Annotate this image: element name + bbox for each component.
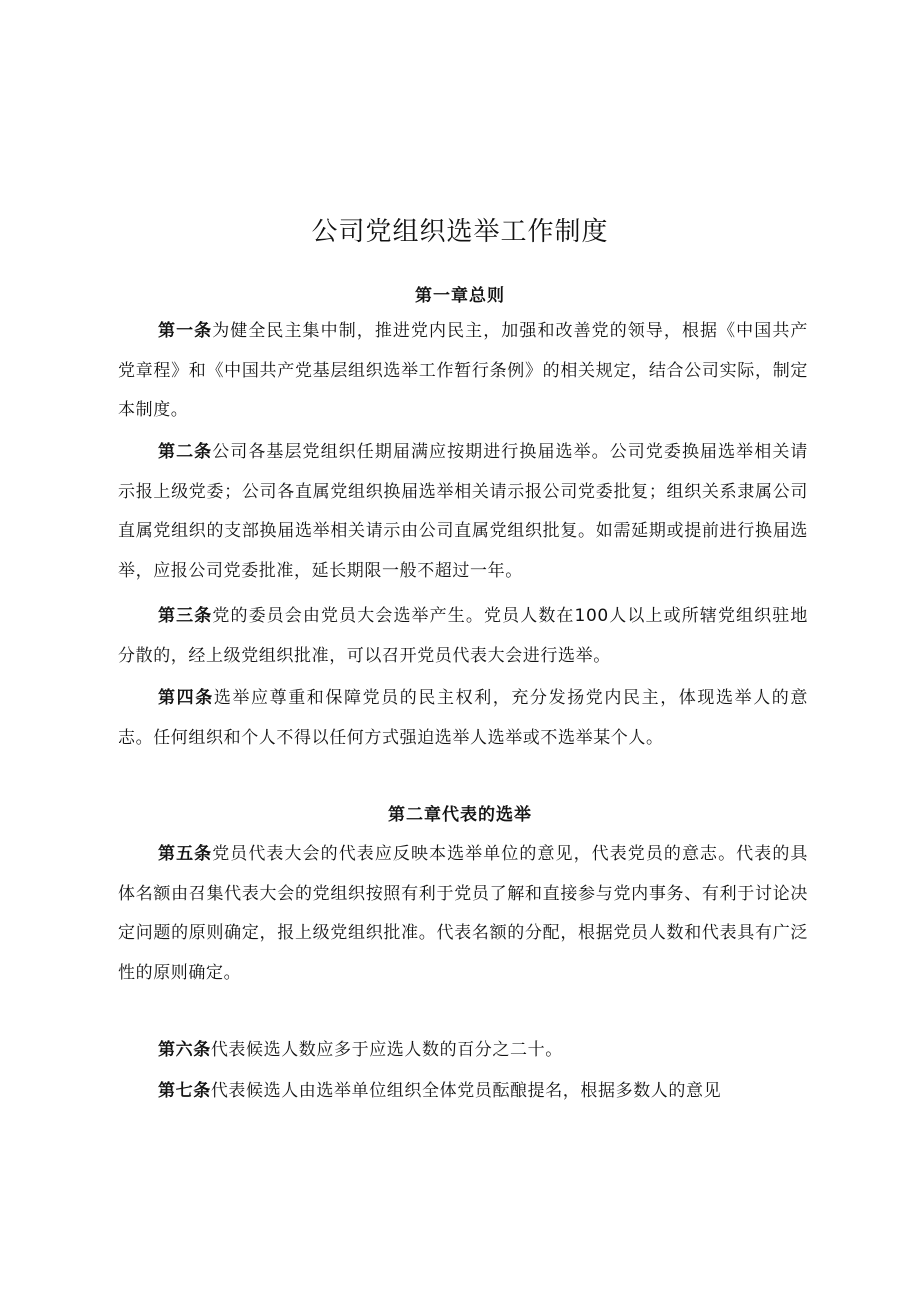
article-label: 第二条 — [158, 442, 213, 462]
article-label: 第七条 — [158, 1081, 211, 1101]
article-text: 党员代表大会的代表应反映本选举单位的意见，代表党员的意志。代表的具体名额由召集代表大会的党组织按照有利于党员了解和直接参与党内事务、有利于讨论决定问题的原则确定，报上级党组织批准。代表名额的分配，根据党员人数和代表具有广泛性的原则确定。 — [118, 844, 808, 984]
article-text: 选举应尊重和保障党员的民主权利，充分发扬党内民主，体现选举人的意志。任何组织和个人不得以任何方式强迫选举人选举或不选举某个人。 — [118, 688, 808, 748]
article-label: 第四条 — [158, 688, 214, 708]
article-label: 第一条 — [158, 321, 213, 341]
article-label: 第五条 — [158, 844, 213, 864]
article-3 — [118, 597, 808, 676]
article-text: 公司各基层党组织任期届满应按期进行换届选举。公司党委换届选举相关请示报上级党委；公司各直属党组织换届选举相关请示报公司党委批复；组织关系隶属公司直属党组织的支部换届选举相关请示由公司直属党组织批复。如需延期或提前进行换届选举，应报公司党委批准，延长期限一般不超过一年。 — [118, 442, 808, 582]
document-title: 公司党组织选举工作制度 — [311, 217, 609, 248]
article-label: 第三条 — [158, 606, 213, 626]
article-1 — [118, 312, 808, 431]
article-text: 代表候选人数应多于应选人数的百分之二十。 — [210, 1040, 563, 1060]
chapter-heading-2: 第二章代表的选举 — [388, 805, 532, 825]
article-2 — [118, 433, 808, 592]
article-7 — [118, 1072, 808, 1112]
article-text: 为健全民主集中制，推进党内民主，加强和改善党的领导，根据《中国共产党章程》和《中国共产党基层组织选举工作暂行条例》的相关规定，结合公司实际，制定本制度。 — [118, 321, 808, 421]
chapter-heading-1: 第一章总则 — [415, 286, 505, 306]
article-4 — [118, 679, 808, 758]
article-6 — [118, 1031, 808, 1071]
article-5 — [118, 835, 808, 994]
article-text: 代表候选人由选举单位组织全体党员酝酿提名，根据多数人的意见 — [210, 1081, 722, 1101]
article-label: 第六条 — [158, 1040, 211, 1060]
article-text: 党的委员会由党员大会选举产生。党员人数在100人以上或所辖党组织驻地分散的，经上级党组织批准，可以召开党员代表大会进行选举。 — [118, 606, 808, 666]
